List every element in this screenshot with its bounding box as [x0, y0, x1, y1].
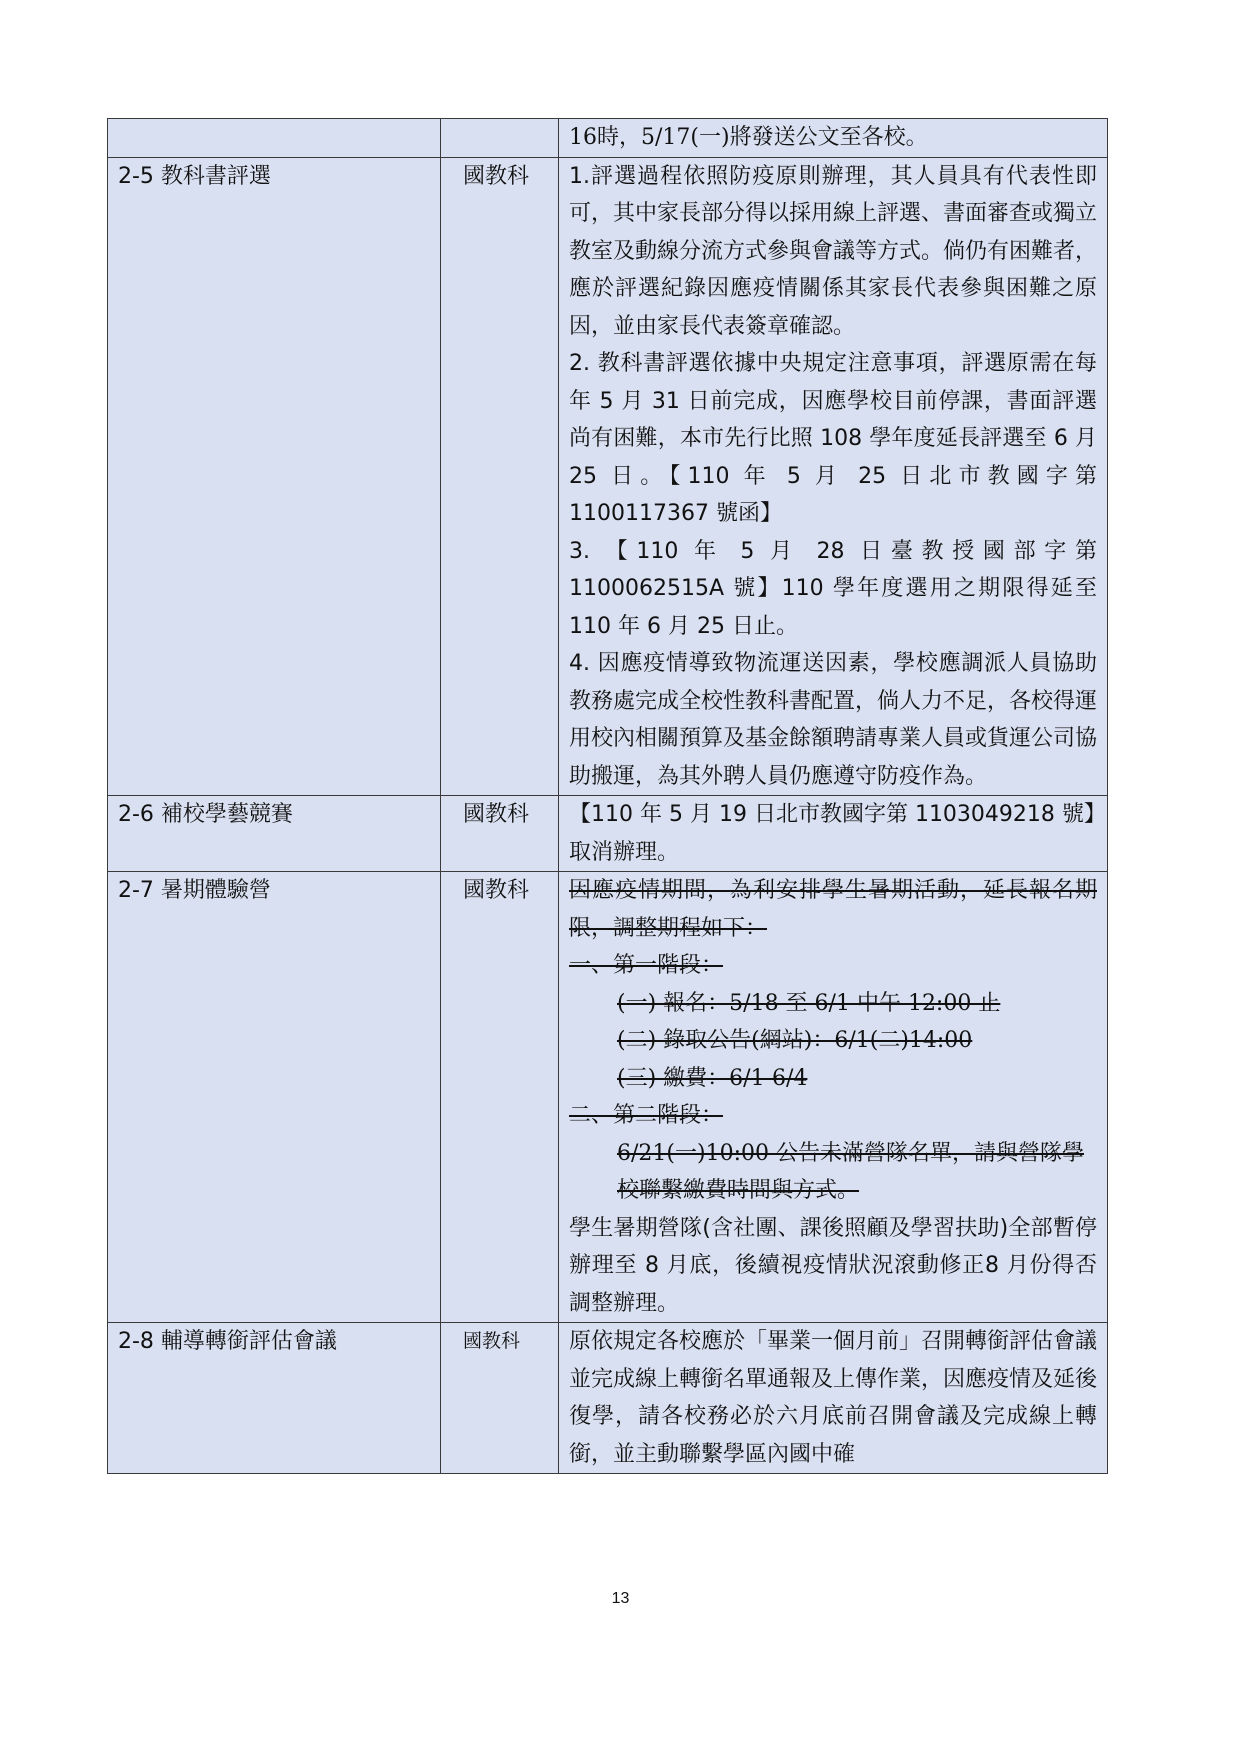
- unit-cell: 國教科: [441, 157, 559, 796]
- content-paragraph: 1.評選過程依照防疫原則辦理，其人員具有代表性即可，其中家長部分得以採用線上評選、書面審查或獨立教室及動線分流方式參與會議等方式。倘仍有困難者，應於評選紀錄因應疫情關係其家長代表參與困難之原因，並由家長代表簽章確認。: [569, 163, 1098, 339]
- content-cell: [559, 872, 1108, 1323]
- content-paragraph: 取消辦理。: [569, 839, 680, 865]
- content-paragraph: 4. 因應疫情導致物流運送因素，學校應調派人員協助教務處完成全校性教科書配置，倘人力不足，各校得運用校內相關預算及基金餘額聘請專業人員或貨運公司協助搬運，為其外聘人員仍應遵守防疫作為。: [569, 651, 1098, 789]
- content-paragraph: 【110 年 5 月 19 日北市教國字第 1103049218 號】: [569, 802, 1106, 827]
- struck-item: 6/21(一)10:00 公告未滿營隊名單，請與營隊學校聯繫繳費時間與方式。: [617, 1140, 1084, 1203]
- content-paragraph: 原依規定各校應於「畢業一個月前」召開轉銜評估會議並完成線上轉銜名單通報及上傳作業，因應疫情及延後復學，請各校務必於六月底前召開會議及完成線上轉銜，並主動聯繫學區內國中確: [569, 1329, 1098, 1467]
- page-number: 13: [611, 1590, 630, 1607]
- item-cell: 2-6 補校學藝競賽: [108, 796, 441, 872]
- content-cell: [559, 796, 1108, 872]
- item-cell: 2-8 輔導轉銜評估會議: [108, 1323, 441, 1474]
- struck-heading: 一、第一階段：: [569, 953, 724, 978]
- content-paragraph: 16時，5/17(一)將發送公文至各校。: [569, 125, 928, 150]
- content-paragraph: 2. 教科書評選依據中央規定注意事項，評選原需在每年 5 月 31 日前完成，因應學校目前停課，書面評選尚有困難，本市先行比照 108 學年度延長評選至 6 月 25 日。【110 年 5 月 25 日北市教國字第 1100117367 號函】: [569, 351, 1097, 526]
- unit-cell: 國教科: [441, 1323, 559, 1474]
- unit-cell: [441, 119, 559, 158]
- item-cell: 2-7 暑期體驗營: [108, 872, 441, 1323]
- struck-paragraph: 因應疫情期間，為利安排學生暑期活動，延長報名期限，調整期程如下：: [569, 878, 1097, 941]
- content-cell: [559, 157, 1108, 796]
- measures-table: [107, 118, 1108, 1474]
- table-row: [108, 1323, 1108, 1474]
- item-cell: 2-5 教科書評選: [108, 157, 441, 796]
- content-cell: [559, 119, 1108, 158]
- struck-item: (三) 繳費：6/1-6/4: [617, 1065, 808, 1091]
- table-row: [108, 119, 1108, 158]
- table-row: [108, 872, 1108, 1323]
- content-paragraph: 學生暑期營隊(含社團、課後照顧及學習扶助)全部暫停辦理至 8 月底，後續視疫情狀況滾動修正8 月份得否調整辦理。: [569, 1215, 1097, 1316]
- struck-item: (一) 報名：5/18 至 6/1 中午 12:00 止: [617, 990, 1001, 1016]
- item-cell: [108, 119, 441, 158]
- struck-item: (二) 錄取公告(網站)：6/1(二)14:00: [617, 1028, 973, 1053]
- unit-cell: 國教科: [441, 796, 559, 872]
- table-row: [108, 157, 1108, 796]
- content-paragraph: 3. 【110 年 5 月 28 日臺教授國部字第1100062515A 號】110 學年度選用之期限得延至110 年 6 月 25 日止。: [569, 538, 1097, 639]
- unit-cell: 國教科: [441, 872, 559, 1323]
- table-row: [108, 796, 1108, 872]
- content-cell: [559, 1323, 1108, 1474]
- struck-heading: 二、第二階段：: [569, 1103, 724, 1128]
